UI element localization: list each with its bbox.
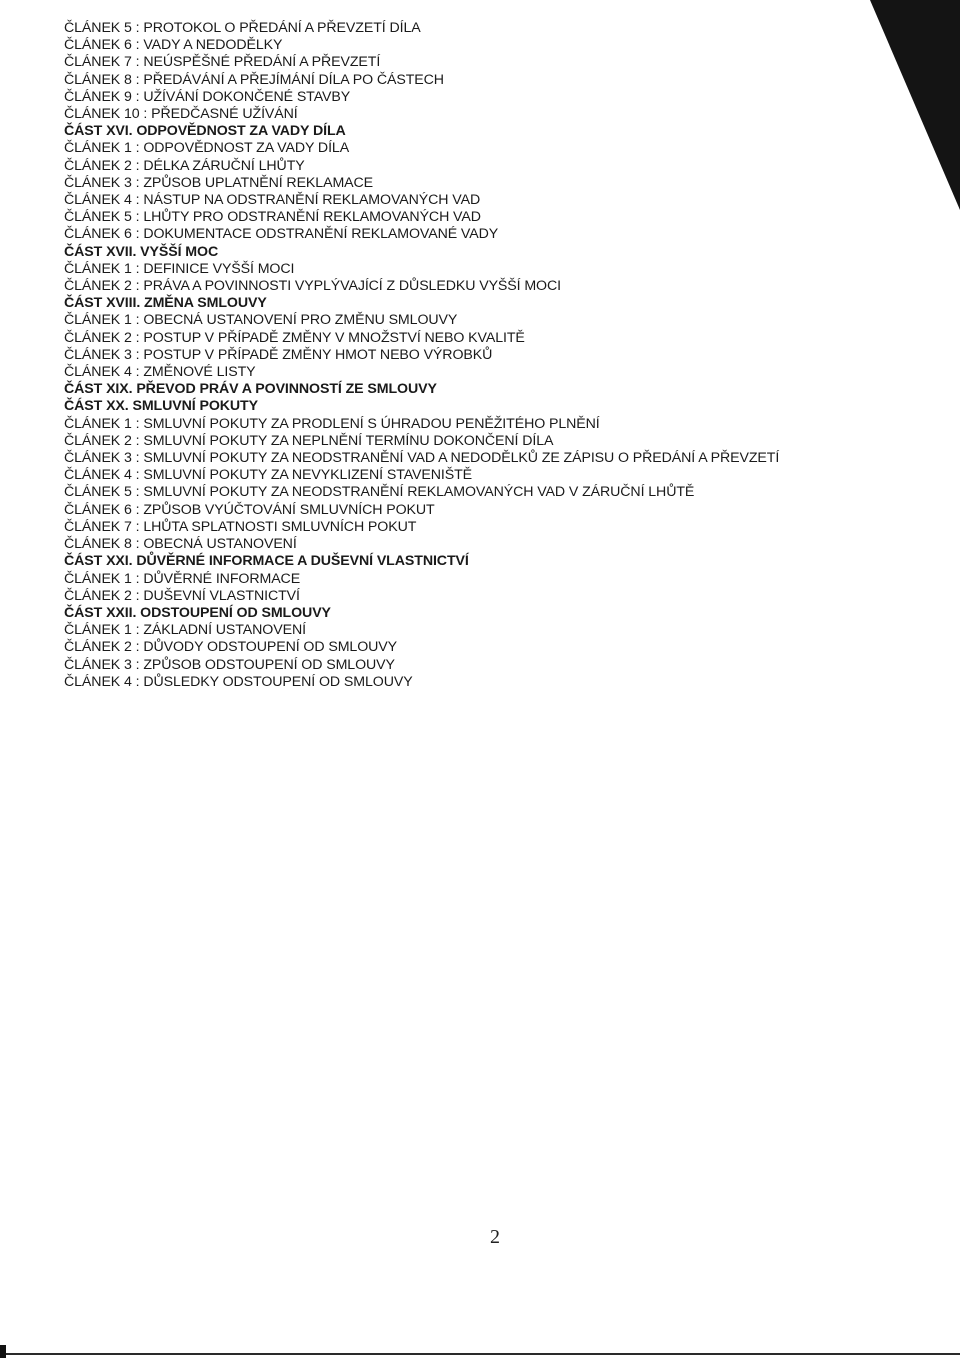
toc-article-line: ČLÁNEK 4 : ZMĚNOVÉ LISTY (64, 364, 256, 381)
toc-part-heading: ČÁST XVII. VYŠŠÍ MOC (64, 243, 219, 260)
toc-article-line: ČLÁNEK 2 : POSTUP V PŘÍPADĚ ZMĚNY V MNOŽSTVÍ NEBO KVALITĚ (64, 329, 525, 346)
toc-article-line: ČLÁNEK 2 : SMLUVNÍ POKUTY ZA NEPLNĚNÍ TERMÍNU DOKONČENÍ DÍLA (64, 432, 554, 449)
toc-article-line: ČLÁNEK 5 : SMLUVNÍ POKUTY ZA NEODSTRANĚNÍ REKLAMOVANÝCH VAD V ZÁRUČNÍ LHŮTĚ (64, 484, 695, 501)
toc-part-heading: ČÁST XIX. PŘEVOD PRÁV A POVINNOSTÍ ZE SMLOUVY (64, 381, 437, 398)
toc-article-line: ČLÁNEK 8 : PŘEDÁVÁNÍ A PŘEJÍMÁNÍ DÍLA PO ČÁSTECH (64, 71, 444, 88)
toc-article-line: ČLÁNEK 5 : LHŮTY PRO ODSTRANĚNÍ REKLAMOVANÝCH VAD (64, 209, 481, 226)
toc-part-heading: ČÁST XVIII. ZMĚNA SMLOUVY (64, 295, 267, 312)
toc-article-line: ČLÁNEK 10 : PŘEDČASNÉ UŽÍVÁNÍ (64, 106, 298, 123)
toc-article-line: ČLÁNEK 1 : SMLUVNÍ POKUTY ZA PRODLENÍ S ÚHRADOU PENĚŽITÉHO PLNĚNÍ (64, 415, 600, 432)
toc-article-line: ČLÁNEK 7 : LHŮTA SPLATNOSTI SMLUVNÍCH POKUT (64, 518, 417, 535)
toc-part-heading: ČÁST XXI. DŮVĚRNÉ INFORMACE A DUŠEVNÍ VLASTNICTVÍ (64, 553, 469, 570)
toc-article-line: ČLÁNEK 9 : UŽÍVÁNÍ DOKONČENÉ STAVBY (64, 88, 351, 105)
toc-article-line: ČLÁNEK 7 : NEÚSPĚŠNÉ PŘEDÁNÍ A PŘEVZETÍ (64, 54, 381, 71)
scan-bottom-edge (0, 1344, 960, 1358)
toc-article-line: ČLÁNEK 3 : POSTUP V PŘÍPADĚ ZMĚNY HMOT NEBO VÝROBKŮ (64, 346, 493, 363)
toc-article-line: ČLÁNEK 1 : OBECNÁ USTANOVENÍ PRO ZMĚNU SMLOUVY (64, 312, 458, 329)
toc-part-heading: ČÁST XXII. ODSTOUPENÍ OD SMLOUVY (64, 604, 331, 621)
toc-article-line: ČLÁNEK 4 : NÁSTUP NA ODSTRANĚNÍ REKLAMOVANÝCH VAD (64, 192, 481, 209)
toc-article-line: ČLÁNEK 1 : DEFINICE VYŠŠÍ MOCI (64, 260, 295, 277)
page-number: 2 (490, 1226, 500, 1248)
toc-part-heading: ČÁST XX. SMLUVNÍ POKUTY (64, 398, 258, 415)
toc-article-line: ČLÁNEK 4 : DŮSLEDKY ODSTOUPENÍ OD SMLOUVY (64, 673, 413, 690)
toc-article-line: ČLÁNEK 3 : ZPŮSOB ODSTOUPENÍ OD SMLOUVY (64, 656, 395, 673)
toc-article-line: ČLÁNEK 2 : DŮVODY ODSTOUPENÍ OD SMLOUVY (64, 639, 398, 656)
toc-article-line: ČLÁNEK 2 : DUŠEVNÍ VLASTNICTVÍ (64, 587, 300, 604)
toc-article-line: ČLÁNEK 2 : PRÁVA A POVINNOSTI VYPLÝVAJÍCÍ Z DŮSLEDKU VYŠŠÍ MOCI (64, 278, 561, 295)
table-of-contents (64, 20, 884, 691)
toc-article-line: ČLÁNEK 1 : ZÁKLADNÍ USTANOVENÍ (64, 622, 306, 639)
toc-article-line: ČLÁNEK 6 : VADY A NEDODĚLKY (64, 37, 283, 54)
toc-article-line: ČLÁNEK 3 : SMLUVNÍ POKUTY ZA NEODSTRANĚNÍ VAD A NEDODĚLKŮ ZE ZÁPISU O PŘEDÁNÍ A PŘEVZETÍ (64, 450, 780, 467)
toc-article-line: ČLÁNEK 6 : DOKUMENTACE ODSTRANĚNÍ REKLAMOVANÉ VADY (64, 226, 499, 243)
toc-part-heading: ČÁST XVI. ODPOVĚDNOST ZA VADY DÍLA (64, 123, 346, 140)
toc-article-line: ČLÁNEK 6 : ZPŮSOB VYÚČTOVÁNÍ SMLUVNÍCH POKUT (64, 501, 435, 518)
toc-article-line: ČLÁNEK 3 : ZPŮSOB UPLATNĚNÍ REKLAMACE (64, 174, 374, 191)
toc-article-line: ČLÁNEK 4 : SMLUVNÍ POKUTY ZA NEVYKLIZENÍ STAVENIŠTĚ (64, 467, 473, 484)
toc-article-line: ČLÁNEK 2 : DÉLKA ZÁRUČNÍ LHŮTY (64, 157, 305, 174)
toc-article-line: ČLÁNEK 1 : ODPOVĚDNOST ZA VADY DÍLA (64, 140, 350, 157)
toc-article-line: ČLÁNEK 8 : OBECNÁ USTANOVENÍ (64, 536, 297, 553)
toc-article-line: ČLÁNEK 1 : DŮVĚRNÉ INFORMACE (64, 570, 301, 587)
toc-article-line: ČLÁNEK 5 : PROTOKOL O PŘEDÁNÍ A PŘEVZETÍ DÍLA (64, 20, 421, 36)
